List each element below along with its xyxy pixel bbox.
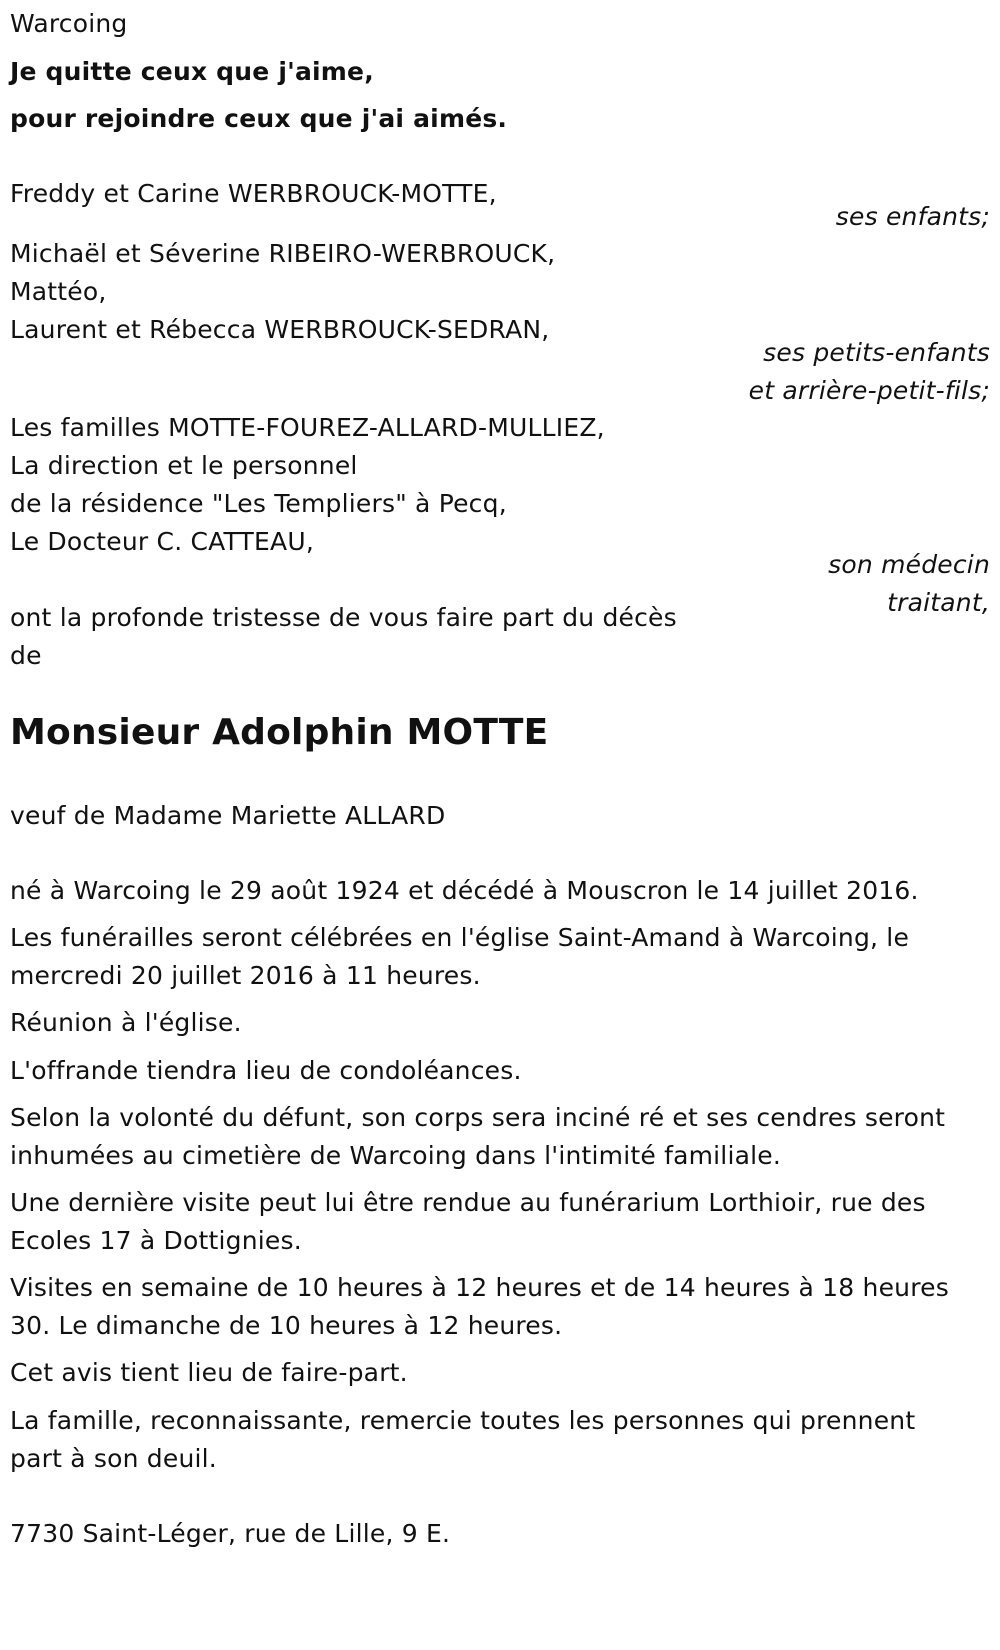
children-role: ses enfants; [835,202,990,231]
detail-line: né à Warcoing le 29 août 1924 et décédé à Mouscron le 14 juillet 2016. [10,876,919,905]
detail-line: Une dernière visite peut lui être rendue au funérarium Lorthioir, rue des [10,1188,926,1217]
announcement-line: de [10,641,42,670]
location: Warcoing [10,9,128,38]
others-line: de la résidence "Les Templiers" à Pecq, [10,489,507,518]
grandchildren-role: ses petits-enfants [763,338,990,367]
children-names: Freddy et Carine WERBROUCK-MOTTE, [10,179,497,208]
detail-line: 30. Le dimanche de 10 heures à 12 heures. [10,1311,563,1340]
announcement-line: ont la profonde tristesse de vous faire part du décès [10,603,677,632]
others-line: Le Docteur C. CATTEAU, [10,527,314,556]
detail-line: mercredi 20 juillet 2016 à 11 heures. [10,961,481,990]
doctor-role: son médecin [828,550,990,579]
quote-line-1: Je quitte ceux que j'aime, [10,57,374,86]
detail-line: Cet avis tient lieu de faire-part. [10,1358,408,1387]
detail-line: part à son deuil. [10,1444,217,1473]
grandchildren-line: Mattéo, [10,277,107,306]
address: 7730 Saint-Léger, rue de Lille, 9 E. [10,1519,451,1548]
detail-line: La famille, reconnaissante, remercie toutes les personnes qui prennent [10,1406,916,1435]
others-line: La direction et le personnel [10,451,358,480]
quote-line-2: pour rejoindre ceux que j'ai aimés. [10,104,508,133]
grandchildren-role: et arrière-petit-fils; [748,376,990,405]
detail-line: Selon la volonté du défunt, son corps sera inciné ré et ses cendres seront [10,1103,946,1132]
others-line: Les familles MOTTE-FOUREZ-ALLARD-MULLIEZ, [10,413,605,442]
grandchildren-line: Michaël et Séverine RIBEIRO-WERBROUCK, [10,239,556,268]
doctor-role: traitant, [887,588,990,617]
detail-line: Ecoles 17 à Dottignies. [10,1226,302,1255]
detail-line: inhumées au cimetière de Warcoing dans l'intimité familiale. [10,1141,781,1170]
deceased-name: Monsieur Adolphin MOTTE [10,712,549,753]
detail-line: Les funérailles seront célébrées en l'église Saint-Amand à Warcoing, le [10,923,910,952]
detail-line: Visites en semaine de 10 heures à 12 heures et de 14 heures à 18 heures [10,1273,949,1302]
detail-line: Réunion à l'église. [10,1008,242,1037]
grandchildren-line: Laurent et Rébecca WERBROUCK-SEDRAN, [10,315,550,344]
widow-of: veuf de Madame Mariette ALLARD [10,801,446,830]
detail-line: L'offrande tiendra lieu de condoléances. [10,1056,522,1085]
